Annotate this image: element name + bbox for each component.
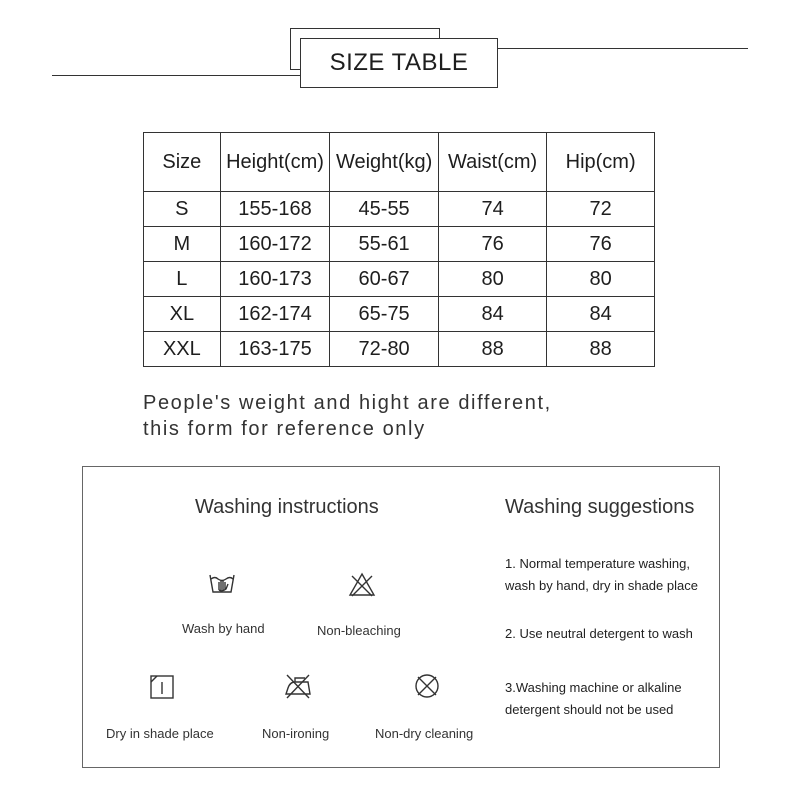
table-row	[144, 262, 655, 297]
suggestion-2-line-1: 2. Use neutral detergent to wash	[505, 626, 693, 641]
size-table	[143, 132, 655, 367]
table-cell: 160-172	[220, 227, 330, 262]
table-cell: 88	[438, 332, 546, 367]
table-cell: 76	[547, 227, 655, 262]
no-dry-clean-icon	[412, 671, 442, 701]
column-header-weight: Weight(kg)	[330, 133, 439, 192]
table-cell: 76	[438, 227, 546, 262]
table-cell: 80	[438, 262, 546, 297]
reference-note-line-1: People's weight and hight are different,	[143, 392, 552, 414]
table-cell: 45-55	[330, 192, 439, 227]
no-dry-clean-label: Non-dry cleaning	[375, 726, 474, 741]
suggestion-1	[505, 553, 698, 597]
suggestion-1-line-1: 1. Normal temperature washing,	[505, 556, 690, 571]
table-row	[144, 332, 655, 367]
table-cell: 60-67	[330, 262, 439, 297]
table-cell: 74	[438, 192, 546, 227]
hand-wash-icon	[207, 568, 237, 598]
table-cell: 163-175	[220, 332, 330, 367]
no-bleach-label: Non-bleaching	[317, 623, 401, 638]
washing-instructions-title: Washing instructions	[195, 496, 379, 518]
suggestion-1-line-2: wash by hand, dry in shade place	[505, 578, 698, 593]
no-bleach-icon	[347, 570, 377, 600]
column-header-hip: Hip(cm)	[547, 133, 655, 192]
table-cell: 160-173	[220, 262, 330, 297]
table-cell: 88	[547, 332, 655, 367]
washing-suggestions-title: Washing suggestions	[505, 496, 695, 518]
table-cell: 55-61	[330, 227, 439, 262]
column-header-waist: Waist(cm)	[438, 133, 546, 192]
table-cell: M	[144, 227, 221, 262]
table-row	[144, 297, 655, 332]
page-title: SIZE TABLE	[329, 49, 469, 76]
suggestion-2	[505, 623, 693, 645]
hand-wash-label: Wash by hand	[182, 621, 265, 636]
table-cell: XXL	[144, 332, 221, 367]
suggestion-3-line-2: detergent should not be used	[505, 702, 674, 717]
table-header-row	[144, 133, 655, 192]
dry-in-shade-icon	[147, 672, 177, 702]
suggestion-3	[505, 677, 682, 721]
header-rule-left	[52, 75, 300, 76]
table-cell: 162-174	[220, 297, 330, 332]
column-header-size: Size	[144, 133, 221, 192]
header-rule-right	[496, 48, 748, 49]
table-cell: L	[144, 262, 221, 297]
table-cell: XL	[144, 297, 221, 332]
dry-in-shade-label: Dry in shade place	[106, 726, 214, 741]
table-cell: 155-168	[220, 192, 330, 227]
no-iron-label: Non-ironing	[262, 726, 330, 741]
table-row	[144, 227, 655, 262]
table-cell: S	[144, 192, 221, 227]
column-header-height: Height(cm)	[220, 133, 330, 192]
table-cell: 65-75	[330, 297, 439, 332]
table-cell: 72	[547, 192, 655, 227]
table-row	[144, 192, 655, 227]
table-cell: 84	[438, 297, 546, 332]
reference-note-line-2: this form for reference only	[143, 418, 426, 440]
table-cell: 84	[547, 297, 655, 332]
suggestion-3-line-1: 3.Washing machine or alkaline	[505, 680, 682, 695]
table-cell: 80	[547, 262, 655, 297]
table-cell: 72-80	[330, 332, 439, 367]
no-iron-icon	[283, 671, 313, 701]
